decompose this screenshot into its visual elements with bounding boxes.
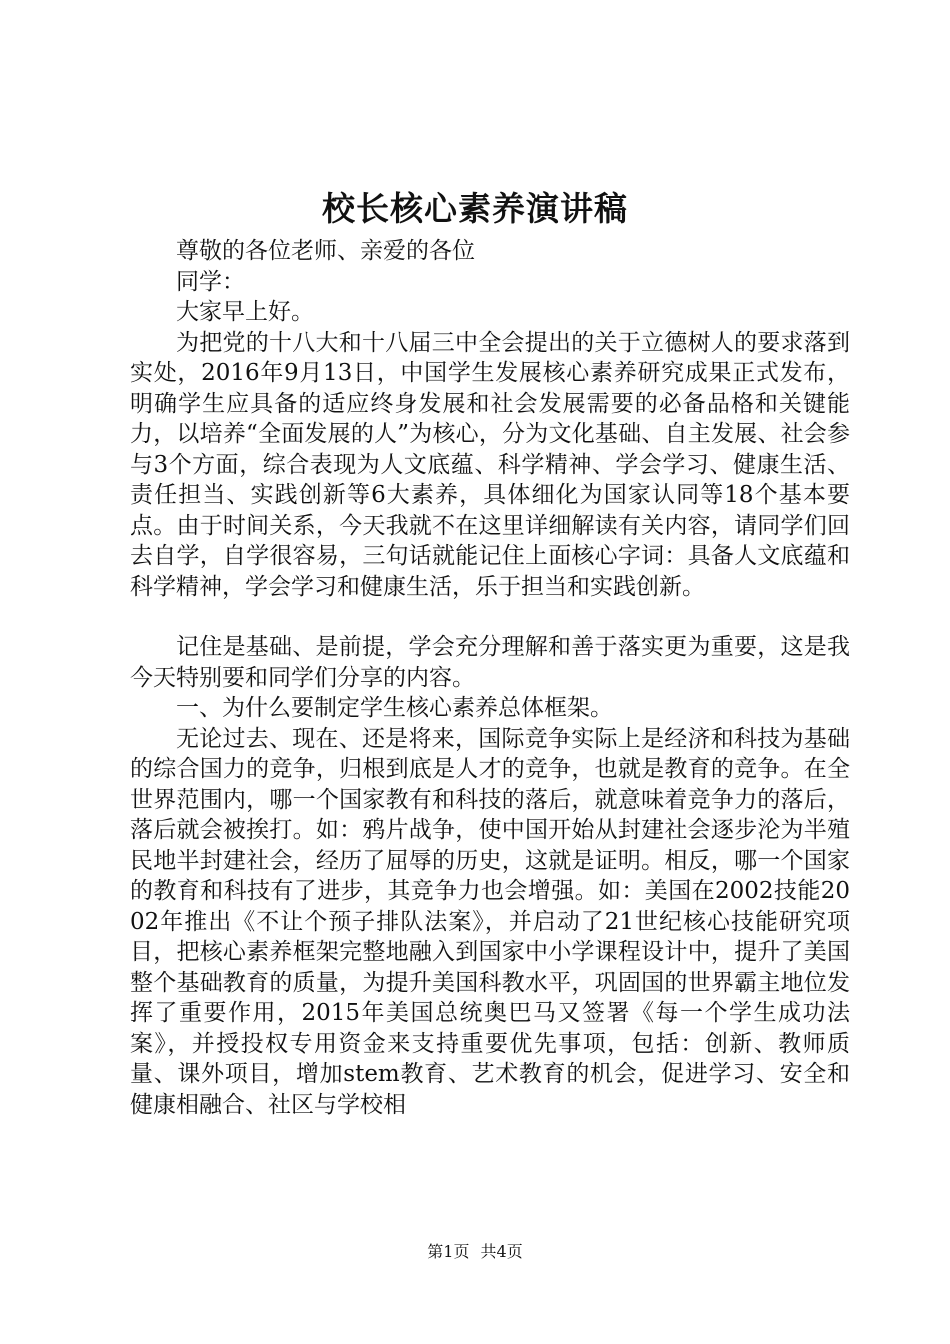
paragraph-intro: 为把党的十八大和十八届三中全会提出的关于立德树人的要求落到实处，2016年9月13日，中国学生发展核心素养研究成果正式发布，明确学生应具备的适应终身发展和社会发展需要的必备品格和关键能力，以培养“全面发展的人”为核心，分为文化基础、自主发展、社会参与3个方面，综合表现为人文底蕴、科学精神、学会学习、健康生活、责任担当、实践创新等6大素养，具体细化为国家认同等18个基本要点。由于时间关系，今天我就不在这里详细解读有关内容，请同学们回去自学，自学很容易，三句话就能记住上面核心字词：具备人文底蕴和科学精神，学会学习和健康生活，乐于担当和实践创新。 bbox=[130, 329, 850, 600]
page-number: 第1页 bbox=[427, 1242, 470, 1261]
paragraph-section-1: 无论过去、现在、还是将来，国际竞争实际上是经济和科技为基础的综合国力的竞争，归根到底是人才的竞争，也就是教育的竞争。在全世界范围内，哪一个国家教有和科技的落后，就意味着竞争力的落后，落后就会被挨打。如：鸦片战争，使中国开始从封建社会逐步沦为半殖民地半封建社会，经历了屈辱的历史，这就是证明。相反，哪一个国家的教育和科技有了进步，其竞争力也会增强。如：美国在2002技能2002年推出《不让个预子排队法案》，并启动了21世纪核心技能研究项目，把核心素养框架完整地融入到国家中小学课程设计中，提升了美国整个基础教育的质量，为提升美国科教水平，巩固国的世界霸主地位发挥了重要作用，2015年美国总统奥巴马又签署《每一个学生成功法案》，并授投权专用资金来支持重要优先事项，包括：创新、教师质量、课外项目，增加stem教育、艺术教育的机会，促进学习、安全和健康相融合、社区与学校相 bbox=[130, 725, 850, 1118]
greeting-line-2: 同学： bbox=[176, 268, 245, 295]
section-heading-1: 一、为什么要制定学生核心素养总体框架。 bbox=[176, 695, 613, 721]
document-title: 校长核心素养演讲稿 bbox=[322, 189, 628, 228]
page-total: 共4页 bbox=[480, 1242, 523, 1261]
greeting-line-1: 尊敬的各位老师、亲爱的各位 bbox=[176, 238, 475, 264]
document-body bbox=[130, 236, 850, 1120]
paragraph-emphasis: 记住是基础、是前提，学会充分理解和善于落实更为重要，这是我今天特别要和同学们分享的内容。 bbox=[130, 634, 850, 691]
greeting-line-3: 大家早上好。 bbox=[176, 299, 314, 325]
page-footer bbox=[0, 1241, 950, 1263]
